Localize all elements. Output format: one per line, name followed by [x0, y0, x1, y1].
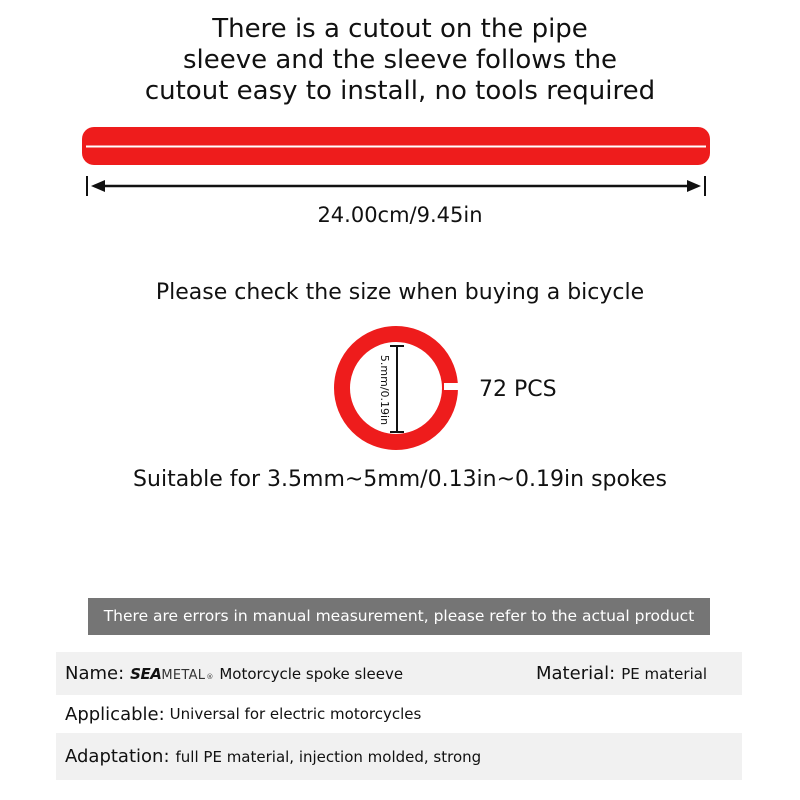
sleeve-bar-illustration [82, 127, 710, 165]
brand-logo-metal: METAL [161, 667, 206, 683]
spec-row-adaptation [56, 733, 742, 780]
spec-row-applicable [56, 695, 742, 733]
spec-applicable-cell [65, 695, 421, 733]
length-dimension-arrow [80, 172, 712, 200]
spec-name-value: Motorcycle spoke sleeve [219, 664, 404, 683]
headline [0, 14, 800, 107]
spec-material-cell [536, 652, 707, 695]
spec-name-cell [65, 652, 403, 695]
length-label: 24.00cm/9.45in [317, 203, 483, 227]
brand-logo-sea: SEA [130, 664, 162, 683]
disclaimer-banner: There are errors in manual measurement, please refer to the actual product [88, 598, 710, 635]
headline-line-1: There is a cutout on the pipe [212, 14, 588, 44]
brand-registered-mark: ® [206, 672, 214, 681]
spec-applicable-label: Applicable: [65, 703, 165, 725]
headline-line-3: cutout easy to install, no tools required [144, 76, 656, 106]
seametal-logo [130, 665, 213, 683]
headline-line-2: sleeve and the sleeve follows the [182, 45, 618, 75]
suitable-note: Suitable for 3.5mm~5mm/0.13in~0.19in spokes [133, 467, 667, 492]
spec-adaptation-value: full PE material, injection molded, strong [175, 747, 482, 766]
quantity-label: 72 PCS [479, 377, 557, 402]
size-note: Please check the size when buying a bicycle [155, 280, 645, 305]
spec-table [56, 652, 742, 780]
ring-diameter-label: 5.mm/0.19in [378, 354, 391, 426]
sleeve-cross-section-ring [330, 322, 462, 454]
spec-adaptation-label: Adaptation: [65, 746, 170, 767]
spec-applicable-value: Universal for electric motorcycles [169, 705, 422, 723]
spec-adaptation-cell [65, 733, 481, 780]
spec-name-label: Name: [65, 663, 125, 684]
spec-material-value: PE material [621, 664, 708, 683]
spec-row-name [56, 652, 742, 695]
spec-material-label: Material: [536, 663, 616, 684]
